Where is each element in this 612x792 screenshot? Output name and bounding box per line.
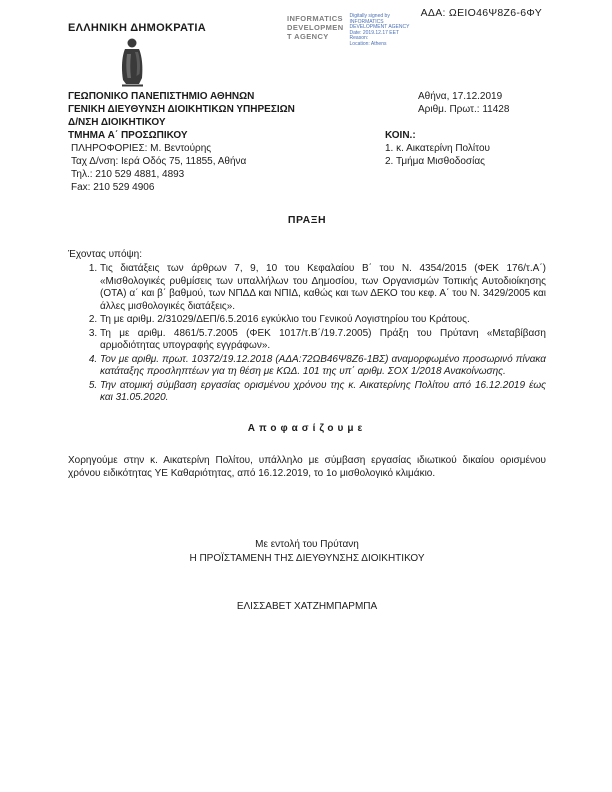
hellenic-republic-heading: ΕΛΛΗΝΙΚΗ ΔΗΜΟΚΡΑΤΙΑ <box>68 22 206 34</box>
stamp-agency-line: T AGENCY <box>287 32 329 41</box>
stamp-signature-line: Location: Athens <box>349 40 387 47</box>
signature-role: Η ΠΡΟΪΣΤΑΜΕΝΗ ΤΗΣ ΔΙΕΥΘΥΝΣΗΣ ΔΙΟΙΚΗΤΙΚΟΥ <box>189 553 425 564</box>
city-date: Αθήνα, 17.12.2019 <box>418 91 503 102</box>
act-title: ΠΡΑΞΗ <box>287 214 327 226</box>
sender-block <box>68 90 368 194</box>
koin-recipient: 2. Τμήμα Μισθοδοσίας <box>385 156 485 167</box>
sender-directorate-general: ΓΕΝΙΚΗ ΔΙΕΥΘΥΝΣΗ ΔΙΟΙΚΗΤΙΚΩΝ ΥΠΗΡΕΣΙΩΝ <box>68 104 295 115</box>
protocol-number: Αριθμ. Πρωτ.: 11428 <box>418 104 510 115</box>
stamp-signature-line: Digitally signed by <box>349 13 390 19</box>
ada-code: ΑΔΑ: ΩΕΙΟ46Ψ8Ζ6-6ΦΥ <box>420 7 542 19</box>
sender-phone: Τηλ.: 210 529 4881, 4893 <box>71 169 185 180</box>
stamp-signature-line: DEVELOPMENT AGENCY <box>349 24 410 30</box>
signature-block <box>68 538 546 614</box>
sender-info-contact: ΠΛΗΡΟΦΟΡΙΕΣ: Μ. Βεντούρης <box>71 143 212 154</box>
date-protocol-block <box>418 90 509 116</box>
sender-directorate: Δ/ΝΣΗ ΔΙΟΙΚΗΤΙΚΟΥ <box>68 117 166 128</box>
recipients-block <box>385 129 490 168</box>
signature-by-order: Με εντολή του Πρύτανη <box>255 539 359 550</box>
decision-text: Χορηγούμε στην κ. Αικατερίνη Πολίτου, υπάλληλο με σύμβαση εργασίας ιδιωτικού δικαίου ορισμένου χρόνου ειδικότητας ΥΕ Καθαριότητας, από 16.12.2019, το 1ο μισθολογικό κλιμάκιο. <box>68 455 546 479</box>
document-body <box>68 214 546 614</box>
sender-fax: Fax: 210 529 4906 <box>71 182 155 193</box>
legal-ground-item: 3. Τη με αριθμ. 4861/5.7.2005 (ΦΕΚ 1017/τ.Β΄/19.7.2005) Πράξη του Πρύτανη «Μεταβίβαση αρμοδιότητας υπογραφής εγγράφων». <box>100 328 546 353</box>
koin-recipient: 1. κ. Αικατερίνη Πολίτου <box>385 143 490 154</box>
stamp-agency-text <box>287 14 344 47</box>
legal-ground-item: 1. Τις διατάξεις των άρθρων 7, 9, 10 του Κεφαλαίου Β΄ του Ν. 4354/2015 (ΦΕΚ 176/τ.Α΄) «Μισθολογικές ρυθμίσεις των υπαλλήλων του Δημοσίου, των Οργανισμών Τοπικής Αυτοδιοίκησης (ΟΤΑ) α΄ και β΄ βαθμού, των ΝΠΔΔ και ΝΠΙΔ, καθώς και των ΔΕΚΟ του κεφ. Α΄ του Ν. 3429/2005 και άλλες μισθολογικές διατάξεις». <box>100 263 546 313</box>
sender-university: ΓΕΩΠΟΝΙΚΟ ΠΑΝΕΠΙΣΤΗΜΙΟ ΑΘΗΝΩΝ <box>68 91 255 102</box>
stamp-signature-line: Reason: <box>349 35 369 41</box>
stamp-signature-text <box>350 14 410 47</box>
sender-department: ΤΜΗΜΑ Α΄ ΠΡΟΣΩΠΙΚΟΥ <box>68 130 188 141</box>
university-emblem-icon <box>112 36 152 88</box>
legal-grounds-list <box>68 263 546 405</box>
signature-name: ΕΛΙΣΣΑΒΕΤ ΧΑΤΖΗΜΠΑΡΜΠΑ <box>236 601 378 612</box>
digital-signature-stamp <box>287 14 457 47</box>
legal-ground-item: 4. Τον με αριθμ. πρωτ. 10372/19.12.2018 (ΑΔΑ:72ΩΒ46Ψ8Ζ6-1ΒΣ) αναμορφωμένο προσωρινό πίνακα κατάταξης προσληπτέων για τη θέση με ΚΩΔ. 101 της υπ΄ αριθμ. ΣΟΧ 1/2018 Ανακοίνωσης. <box>100 354 546 379</box>
preamble: Έχοντας υπόψη: <box>68 248 142 260</box>
sender-address: Ταχ Δ/νση: Ιερά Οδός 75, 11855, Αθήνα <box>71 156 247 167</box>
koin-label: ΚΟΙΝ.: <box>385 130 416 141</box>
legal-ground-item: 2. Τη με αριθμ. 2/31029/ΔΕΠ/6.5.2016 εγκύκλιο του Γενικού Λογιστηρίου του Κράτους. <box>100 314 546 327</box>
stamp-agency-line: INFORMATICS <box>287 14 343 23</box>
stamp-signature-line: INFORMATICS <box>349 18 384 25</box>
stamp-signature-line: Date: 2019.12.17 EET <box>349 29 399 36</box>
stamp-agency-line: DEVELOPMEN <box>287 23 344 32</box>
decision-heading: Αποφασίζουμε <box>247 422 367 434</box>
legal-ground-item: 5. Την ατομική σύμβαση εργασίας ορισμένου χρόνου της κ. Αικατερίνης Πολίτου από 16.12.2019 έως και 31.05.2020. <box>100 380 546 405</box>
